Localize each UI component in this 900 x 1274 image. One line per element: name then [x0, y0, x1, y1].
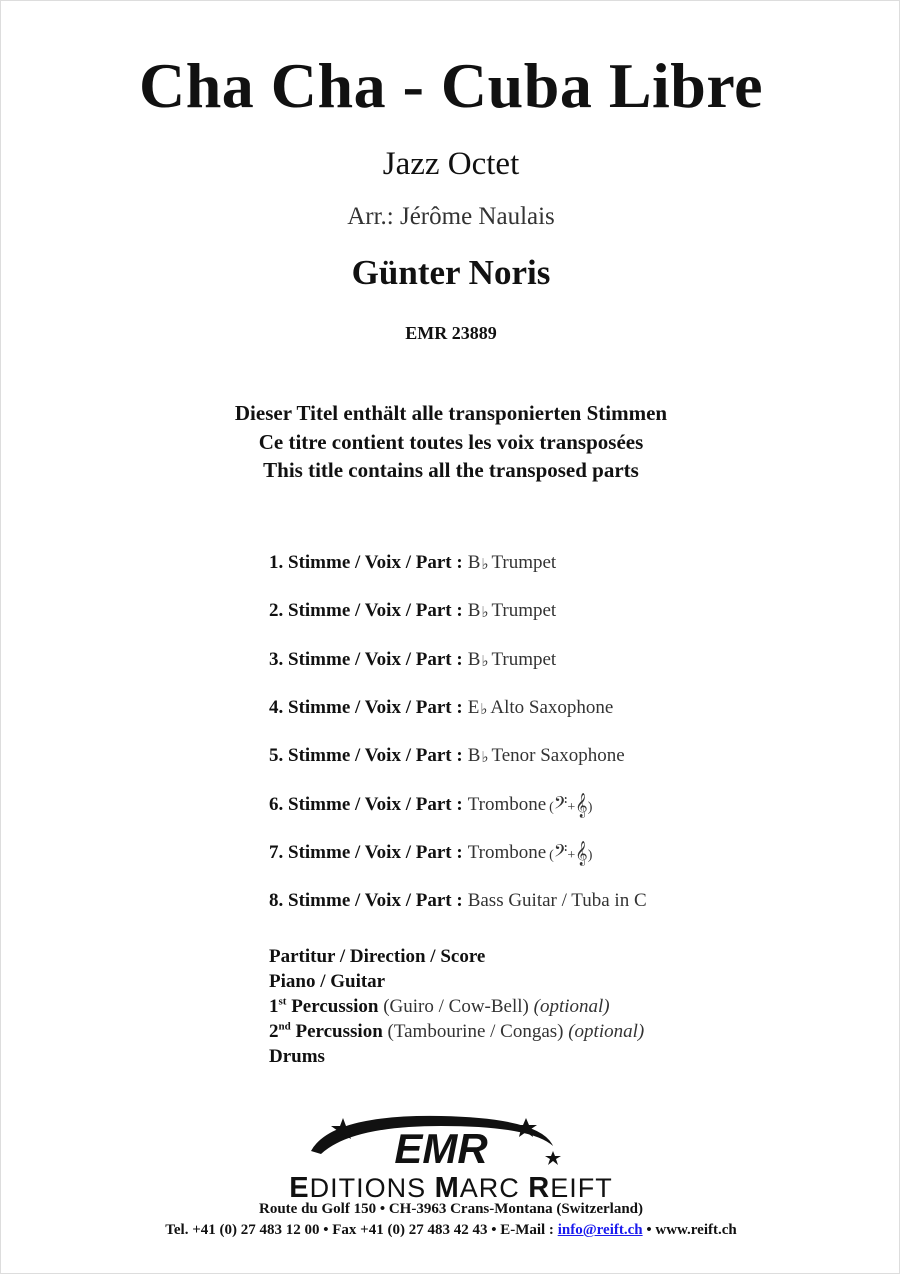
- part-row: [269, 829, 829, 877]
- key-letter: B: [467, 745, 481, 767]
- star-icon: [545, 1151, 561, 1165]
- part-instrument: [468, 649, 557, 671]
- instrument-name: Trombone: [467, 793, 547, 815]
- part-instrument: [468, 890, 647, 912]
- clef-indicator: [549, 792, 592, 817]
- key-letter: B: [467, 600, 481, 622]
- open-paren: (: [549, 848, 554, 864]
- composer-name: Günter Noris: [351, 253, 551, 292]
- close-paren: ): [587, 800, 593, 816]
- instrument-name: Trumpet: [491, 648, 557, 670]
- flat-icon: ♭: [480, 702, 488, 719]
- part-instrument: [468, 600, 557, 622]
- part-row: [269, 877, 829, 925]
- publisher-name: EDITIONS MARC REIFT: [289, 1172, 613, 1204]
- instrument-name: Alto Saxophone: [490, 697, 614, 719]
- clef-indicator: [549, 840, 592, 865]
- key-letter: B: [467, 552, 481, 574]
- part-label: 7. Stimme / Voix / Part :: [269, 841, 463, 863]
- plus-sign: +: [567, 848, 576, 864]
- part-row: [269, 539, 829, 587]
- instrument-name: Trumpet: [491, 552, 557, 574]
- parts-list: [269, 539, 829, 925]
- part-label: 5. Stimme / Voix / Part :: [269, 745, 463, 767]
- part-label: 4. Stimme / Voix / Part :: [269, 697, 463, 719]
- additional-parts: [269, 944, 829, 1069]
- logo-text: EMR: [394, 1125, 488, 1172]
- drums-line: Drums: [269, 1046, 325, 1067]
- page-title: Cha Cha - Cuba Libre: [138, 50, 764, 121]
- instrument-name: Bass Guitar / Tuba in C: [467, 890, 647, 912]
- bass-clef-icon: 𝄢: [553, 793, 568, 818]
- treble-clef-icon: 𝄞: [575, 841, 588, 866]
- publisher-contact: Tel. +41 (0) 27 483 12 00 • Fax +41 (0) 27 483 42 43 • E-Mail : info@reift.ch • www.reift.ch: [165, 1222, 737, 1238]
- plus-sign: +: [567, 800, 576, 816]
- key-letter: E: [467, 697, 480, 719]
- part-instrument: [468, 794, 546, 816]
- part-label: 6. Stimme / Voix / Part :: [269, 793, 463, 815]
- notice-french: Ce titre contient toutes les voix transposées: [258, 429, 644, 454]
- part-instrument: [468, 552, 557, 574]
- notice-english: This title contains all the transposed parts: [263, 458, 639, 482]
- part-label: 3. Stimme / Voix / Part :: [269, 648, 463, 670]
- part-label: 2. Stimme / Voix / Part :: [269, 600, 463, 622]
- part-instrument: [468, 745, 625, 767]
- email-link[interactable]: info@reift.ch: [557, 1222, 643, 1238]
- close-paren: ): [587, 848, 593, 864]
- instrument-name: Trombone: [467, 841, 547, 863]
- part-row: [269, 732, 829, 780]
- notice-german: Dieser Titel enthält alle transponierten Stimmen: [234, 401, 668, 425]
- ensemble-subtitle: Jazz Octet: [382, 146, 520, 182]
- part-row: [269, 684, 829, 732]
- instrument-name: Trumpet: [491, 600, 557, 622]
- part-row: [269, 636, 829, 684]
- instrument-name: Tenor Saxophone: [491, 745, 625, 767]
- part-label: 8. Stimme / Voix / Part :: [269, 890, 463, 912]
- piano-line: Piano / Guitar: [269, 971, 386, 992]
- part-instrument: [468, 697, 614, 719]
- percussion-1-line: 1st Percussion (Guiro / Cow-Bell) (optional): [269, 995, 610, 1017]
- catalog-number: EMR 23889: [405, 323, 497, 343]
- flat-icon: ♭: [481, 605, 489, 622]
- flat-icon: ♭: [481, 653, 489, 670]
- emr-logo: [291, 1106, 591, 1176]
- part-label: 1. Stimme / Voix / Part :: [269, 552, 463, 574]
- part-instrument: [468, 842, 546, 864]
- part-row: [269, 587, 829, 635]
- transposition-notices: [1, 399, 900, 485]
- treble-clef-icon: 𝄞: [575, 793, 588, 818]
- flat-icon: ♭: [481, 750, 489, 767]
- score-line: Partitur / Direction / Score: [269, 946, 486, 967]
- percussion-2-line: 2nd Percussion (Tambourine / Congas) (optional): [269, 1020, 645, 1042]
- flat-icon: ♭: [481, 557, 489, 574]
- bass-clef-icon: 𝄢: [553, 841, 568, 866]
- key-letter: B: [467, 648, 481, 670]
- publisher-address: Route du Golf 150 • CH-3963 Crans-Montana (Switzerland): [259, 1201, 643, 1217]
- open-paren: (: [549, 800, 554, 816]
- part-row: [269, 780, 829, 828]
- arranger-credit: Arr.: Jérôme Naulais: [347, 203, 555, 230]
